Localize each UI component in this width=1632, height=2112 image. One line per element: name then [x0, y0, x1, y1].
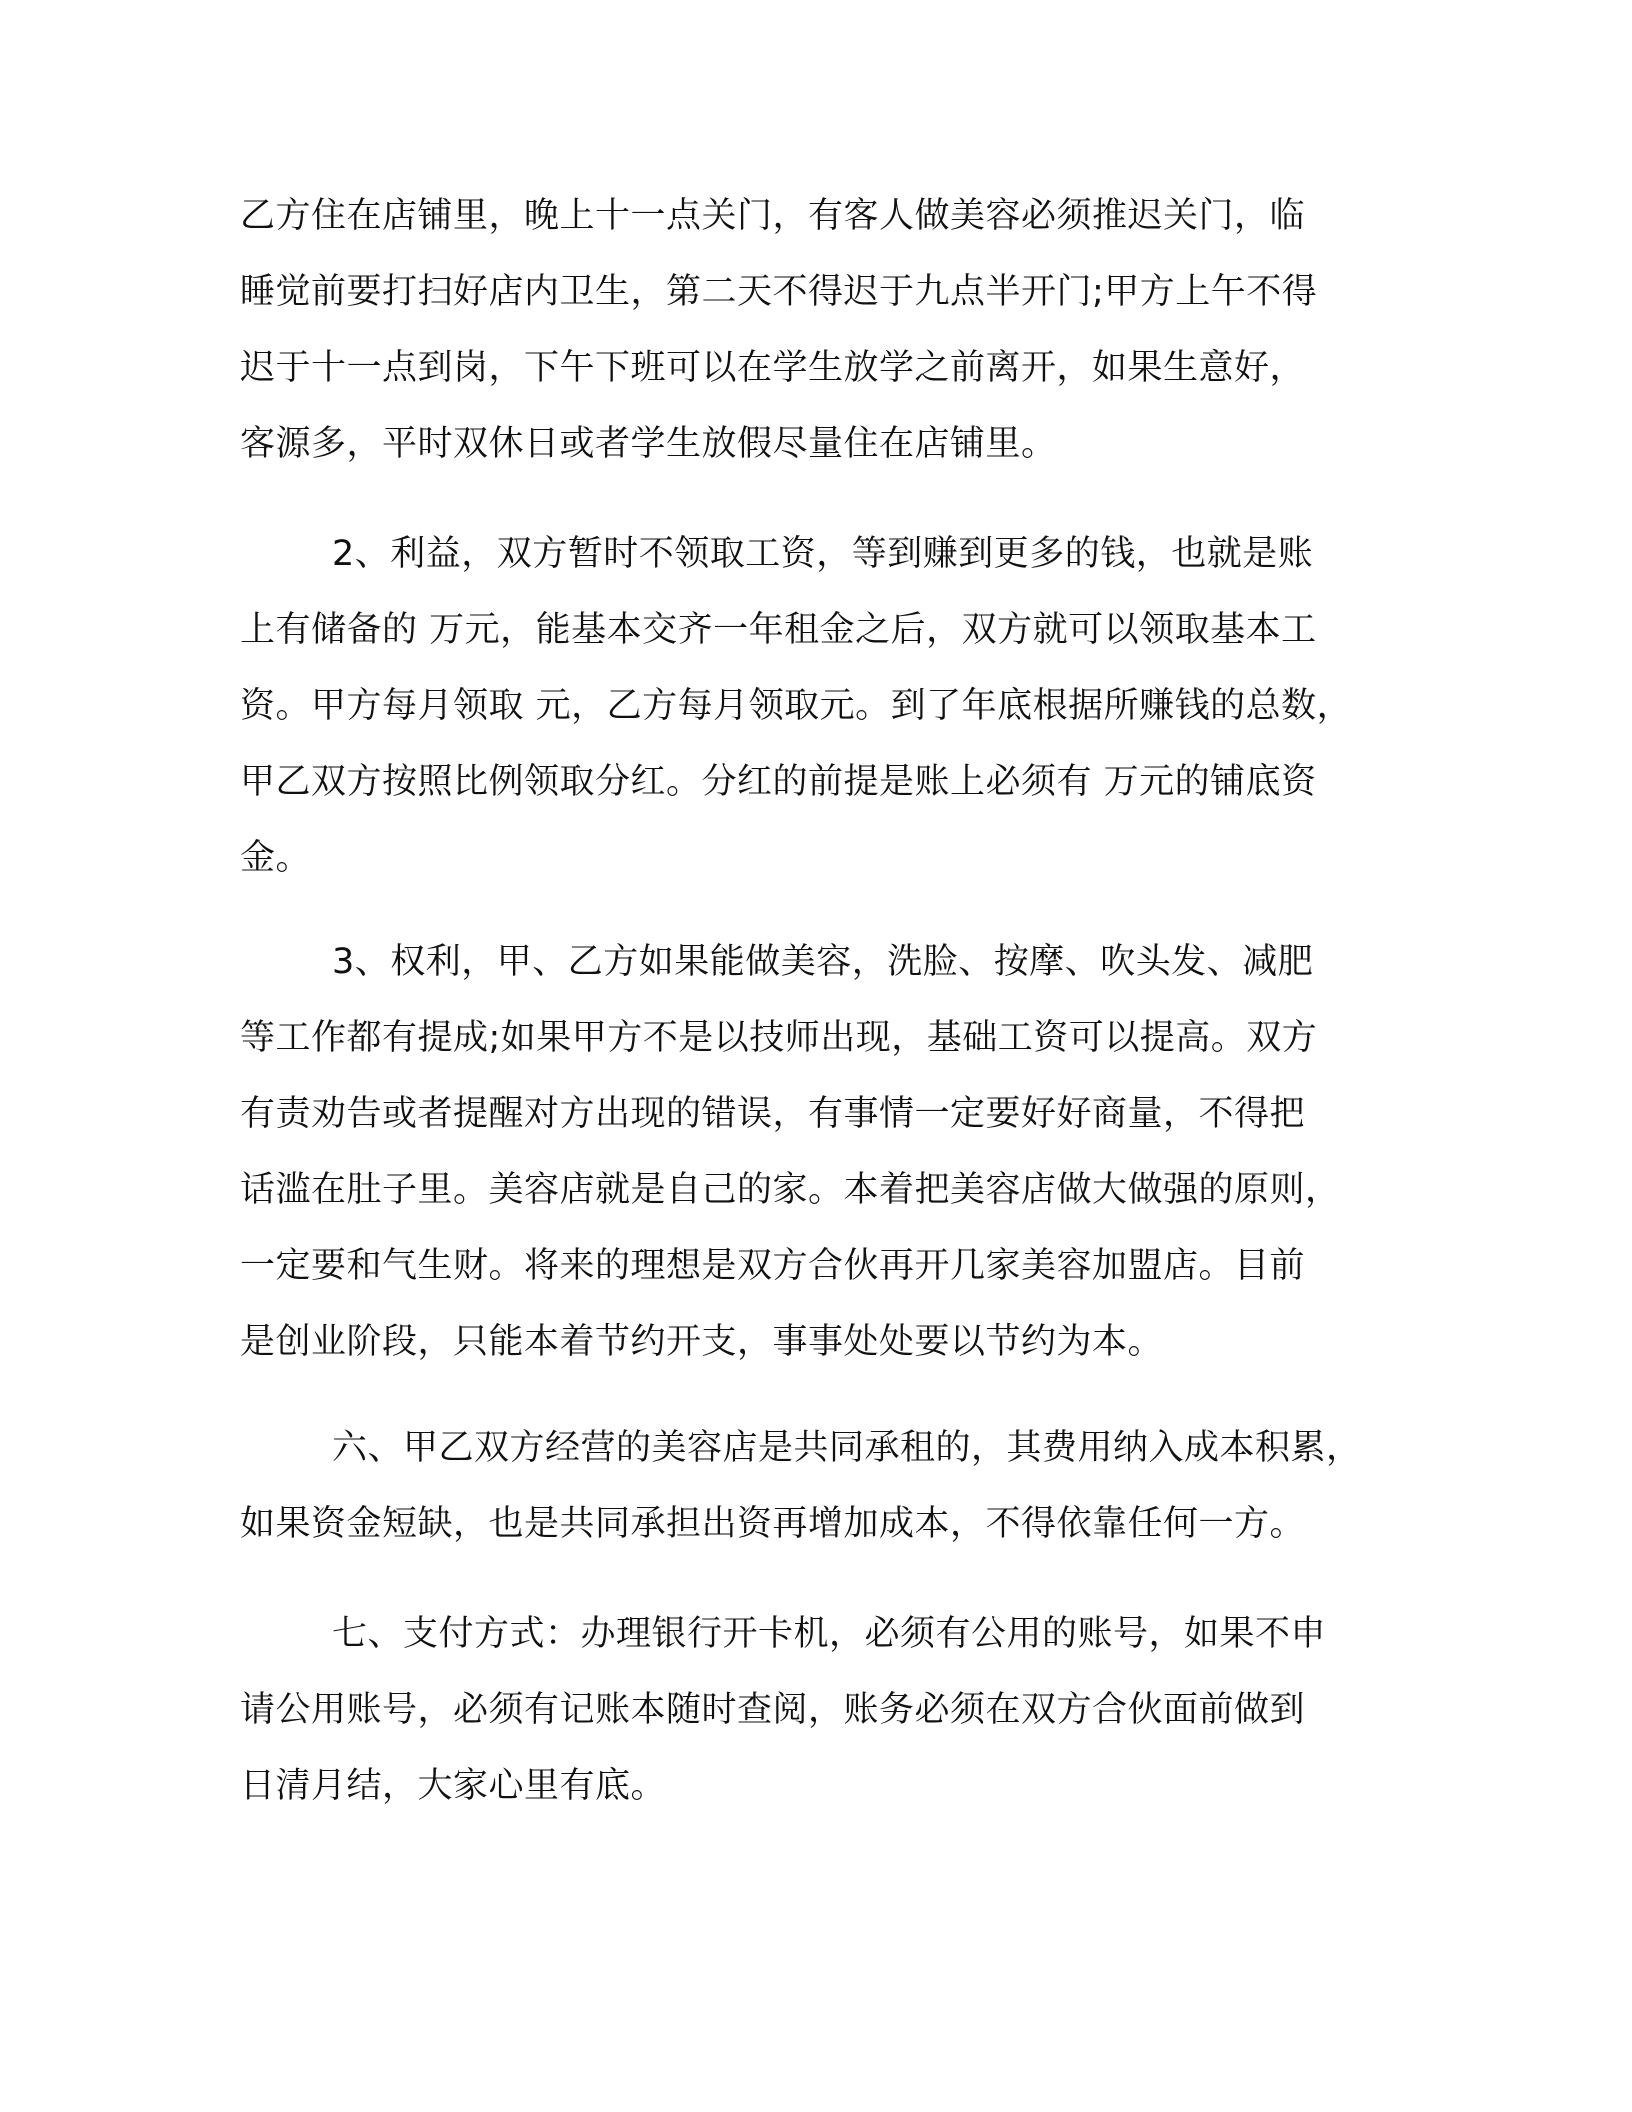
text-line: 资。甲方每月领取 元，乙方每月领取元。到了年底根据所赚钱的总数， [240, 686, 1353, 726]
text-line: 睡觉前要打扫好店内卫生，第二天不得迟于九点半开门;甲方上午不得 [240, 272, 1318, 312]
text-line: 七、支付方式：办理银行开卡机，必须有公用的账号，如果不申 [332, 1614, 1327, 1654]
text-line: 一定要和气生财。将来的理想是双方合伙再开几家美容加盟店。目前 [240, 1246, 1306, 1286]
text-line: 日清月结，大家心里有底。 [240, 1766, 667, 1806]
paragraph-shop-hours [240, 178, 1410, 482]
text-line: 六、甲乙双方经营的美容店是共同承租的，其费用纳入成本积累， [332, 1428, 1362, 1468]
paragraph-rights [240, 924, 1410, 1380]
text-line: 有责劝告或者提醒对方出现的错误，有事情一定要好好商量，不得把 [240, 1094, 1306, 1134]
paragraph-payment [240, 1596, 1410, 1824]
text-line: 乙方住在店铺里，晚上十一点关门，有客人做美容必须推迟关门，临 [240, 196, 1306, 236]
text-line: 等工作都有提成;如果甲方不是以技师出现，基础工资可以提高。双方 [240, 1018, 1318, 1058]
text-line: 甲乙双方按照比例领取分红。分红的前提是账上必须有 万元的铺底资 [240, 762, 1317, 802]
text-line: 上有储备的 万元，能基本交齐一年租金之后，双方就可以领取基本工 [240, 610, 1317, 650]
text-line: 如果资金短缺，也是共同承担出资再增加成本，不得依靠任何一方。 [240, 1504, 1306, 1544]
paragraph-interests [240, 516, 1410, 896]
paragraph-costs [240, 1410, 1410, 1562]
text-line: 2、利益，双方暂时不领取工资，等到赚到更多的钱，也就是账 [332, 534, 1314, 574]
text-line: 话滥在肚子里。美容店就是自己的家。本着把美容店做大做强的原则， [240, 1170, 1341, 1210]
text-line: 金。 [240, 838, 312, 878]
text-line: 3、权利，甲、乙方如果能做美容，洗脸、按摩、吹头发、减肥 [332, 942, 1314, 982]
text-line: 迟于十一点到岗，下午下班可以在学生放学之前离开，如果生意好， [240, 348, 1306, 388]
text-line: 是创业阶段，只能本着节约开支，事事处处要以节约为本。 [240, 1322, 1164, 1362]
text-line: 客源多，平时双休日或者学生放假尽量住在店铺里。 [240, 424, 1057, 464]
text-line: 请公用账号，必须有记账本随时查阅，账务必须在双方合伙面前做到 [240, 1690, 1306, 1730]
